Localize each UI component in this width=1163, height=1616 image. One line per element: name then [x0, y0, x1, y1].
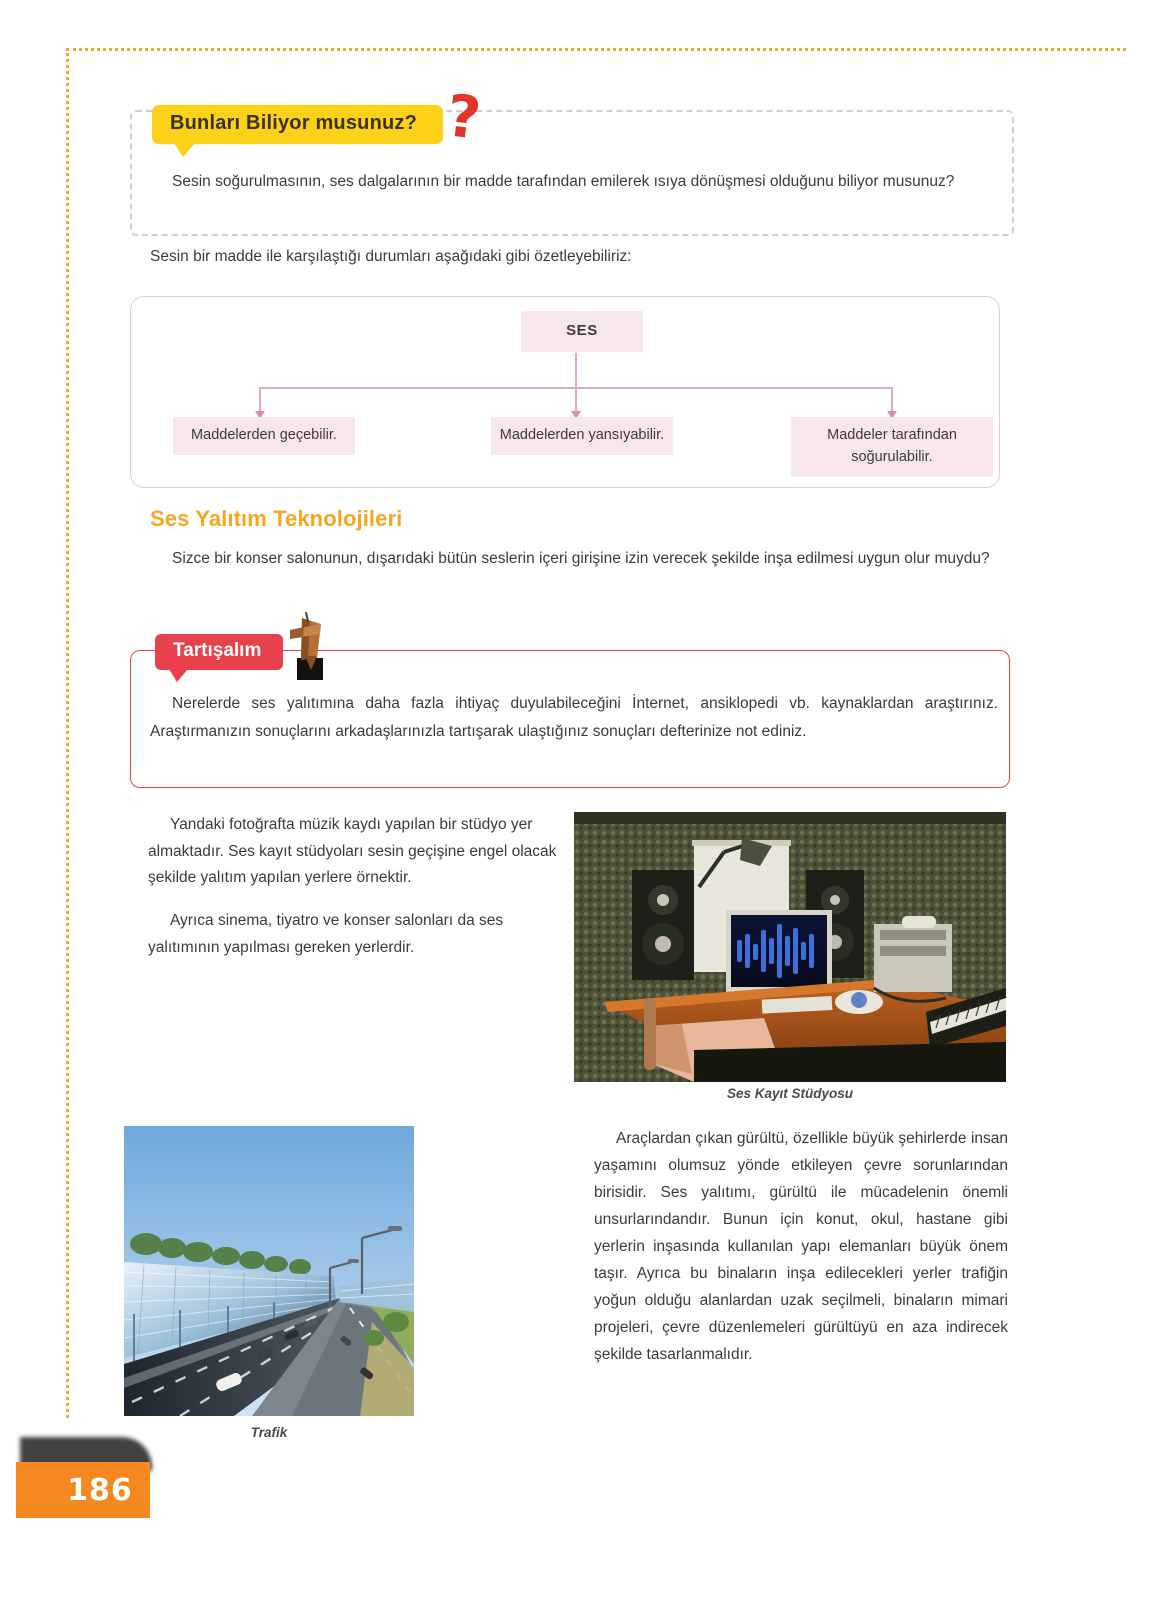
- traffic-paragraph-text: Araçlardan çıkan gürültü, özellikle büyük şehirlerde insan yaşamını olumsuz yönde etkileyen çevre sorunlarından birisidir. Ses yalıtımı, gürültü ile mücadelenin önemli unsurlarındandır. Bunun için konut, okul, hastane gibi yerlerin inşasında kullanılan yapı elemanları büyük önem taşır. Ayrıca bu binaların inşa edilecekleri yerler trafiğin yoğun olduğu alanlardan uzak seçilmeli, binaların mimari projeleri, çevre düzenlemeleri gürültüyü en aza indirecek şekilde tasarlanmalıdır.: [594, 1130, 1008, 1363]
- studio-paragraph-1-text: Yandaki fotoğrafta müzik kaydı yapılan bir stüdyo yer almaktadır. Ses kayıt stüdyoları sesin geçişine engel olacak şekilde yalıtım yapılan yerlere örnektir.: [148, 816, 557, 887]
- question-mark-icon: ?: [443, 81, 485, 153]
- discuss-tab: Tartışalım: [155, 634, 283, 670]
- section-heading: Ses Yalıtım Teknolojileri: [150, 506, 403, 531]
- studio-text-block: [148, 812, 560, 977]
- traffic-paragraph: [594, 1126, 1008, 1369]
- traffic-photo: [124, 1126, 414, 1416]
- did-you-know-body-text: Sesin soğurulmasının, ses dalgalarının bir madde tarafından emilerek ısıya dönüşmesi olduğunu biliyor musunuz?: [172, 173, 955, 190]
- did-you-know-body: [150, 168, 1002, 195]
- diagram-branch-node-1: Maddelerden geçebilir.: [173, 417, 355, 455]
- intro-line: Sesin bir madde ile karşılaştığı durumları aşağıdaki gibi özetleyebiliriz:: [150, 248, 632, 265]
- megaphone-icon: [277, 612, 339, 680]
- section-paragraph: [150, 546, 1010, 573]
- ses-diagram: [130, 296, 1000, 488]
- diagram-drop-line-middle: [575, 387, 577, 413]
- diagram-drop-line-left: [259, 387, 261, 413]
- discuss-body-text: Nerelerde ses yalıtımına daha fazla ihtiyaç duyulabileceğini İnternet, ansiklopedi vb. kaynaklardan araştırınız. Araştırmanızın sonuçlarını arkadaşlarınızla tartışarak ulaştığınız sonuçları defterinize not ediniz.: [150, 695, 998, 740]
- discuss-body: [150, 690, 998, 745]
- diagram-branch-node-2: Maddelerden yansıyabilir.: [491, 417, 673, 455]
- diagram-branch-node-3: Maddeler tarafından soğurulabilir.: [791, 417, 993, 477]
- diagram-root-node: SES: [521, 311, 643, 352]
- studio-paragraph-2-text: Ayrıca sinema, tiyatro ve konser salonları da ses yalıtımının yapılması gereken yerlerdir.: [148, 911, 504, 956]
- studio-paragraph-1: [148, 812, 560, 892]
- traffic-photo-caption: Trafik: [250, 1425, 288, 1440]
- diagram-stem-line: [575, 353, 577, 389]
- did-you-know-tab: Bunları Biliyor musunuz?: [152, 105, 443, 144]
- section-paragraph-text: Sizce bir konser salonunun, dışarıdaki bütün seslerin içeri girişine izin verecek şekilde inşa edilmesi uygun olur muydu?: [172, 550, 990, 567]
- page-number: 186: [67, 1472, 133, 1508]
- diagram-drop-line-right: [891, 387, 893, 413]
- page-border-top: [66, 48, 1126, 51]
- studio-photo: [574, 812, 1006, 1082]
- page-number-banner: [16, 1462, 150, 1518]
- page-border-left: [66, 48, 69, 1418]
- studio-paragraph-2: [148, 908, 560, 961]
- studio-photo-caption: Ses Kayıt Stüdyosu: [726, 1086, 854, 1101]
